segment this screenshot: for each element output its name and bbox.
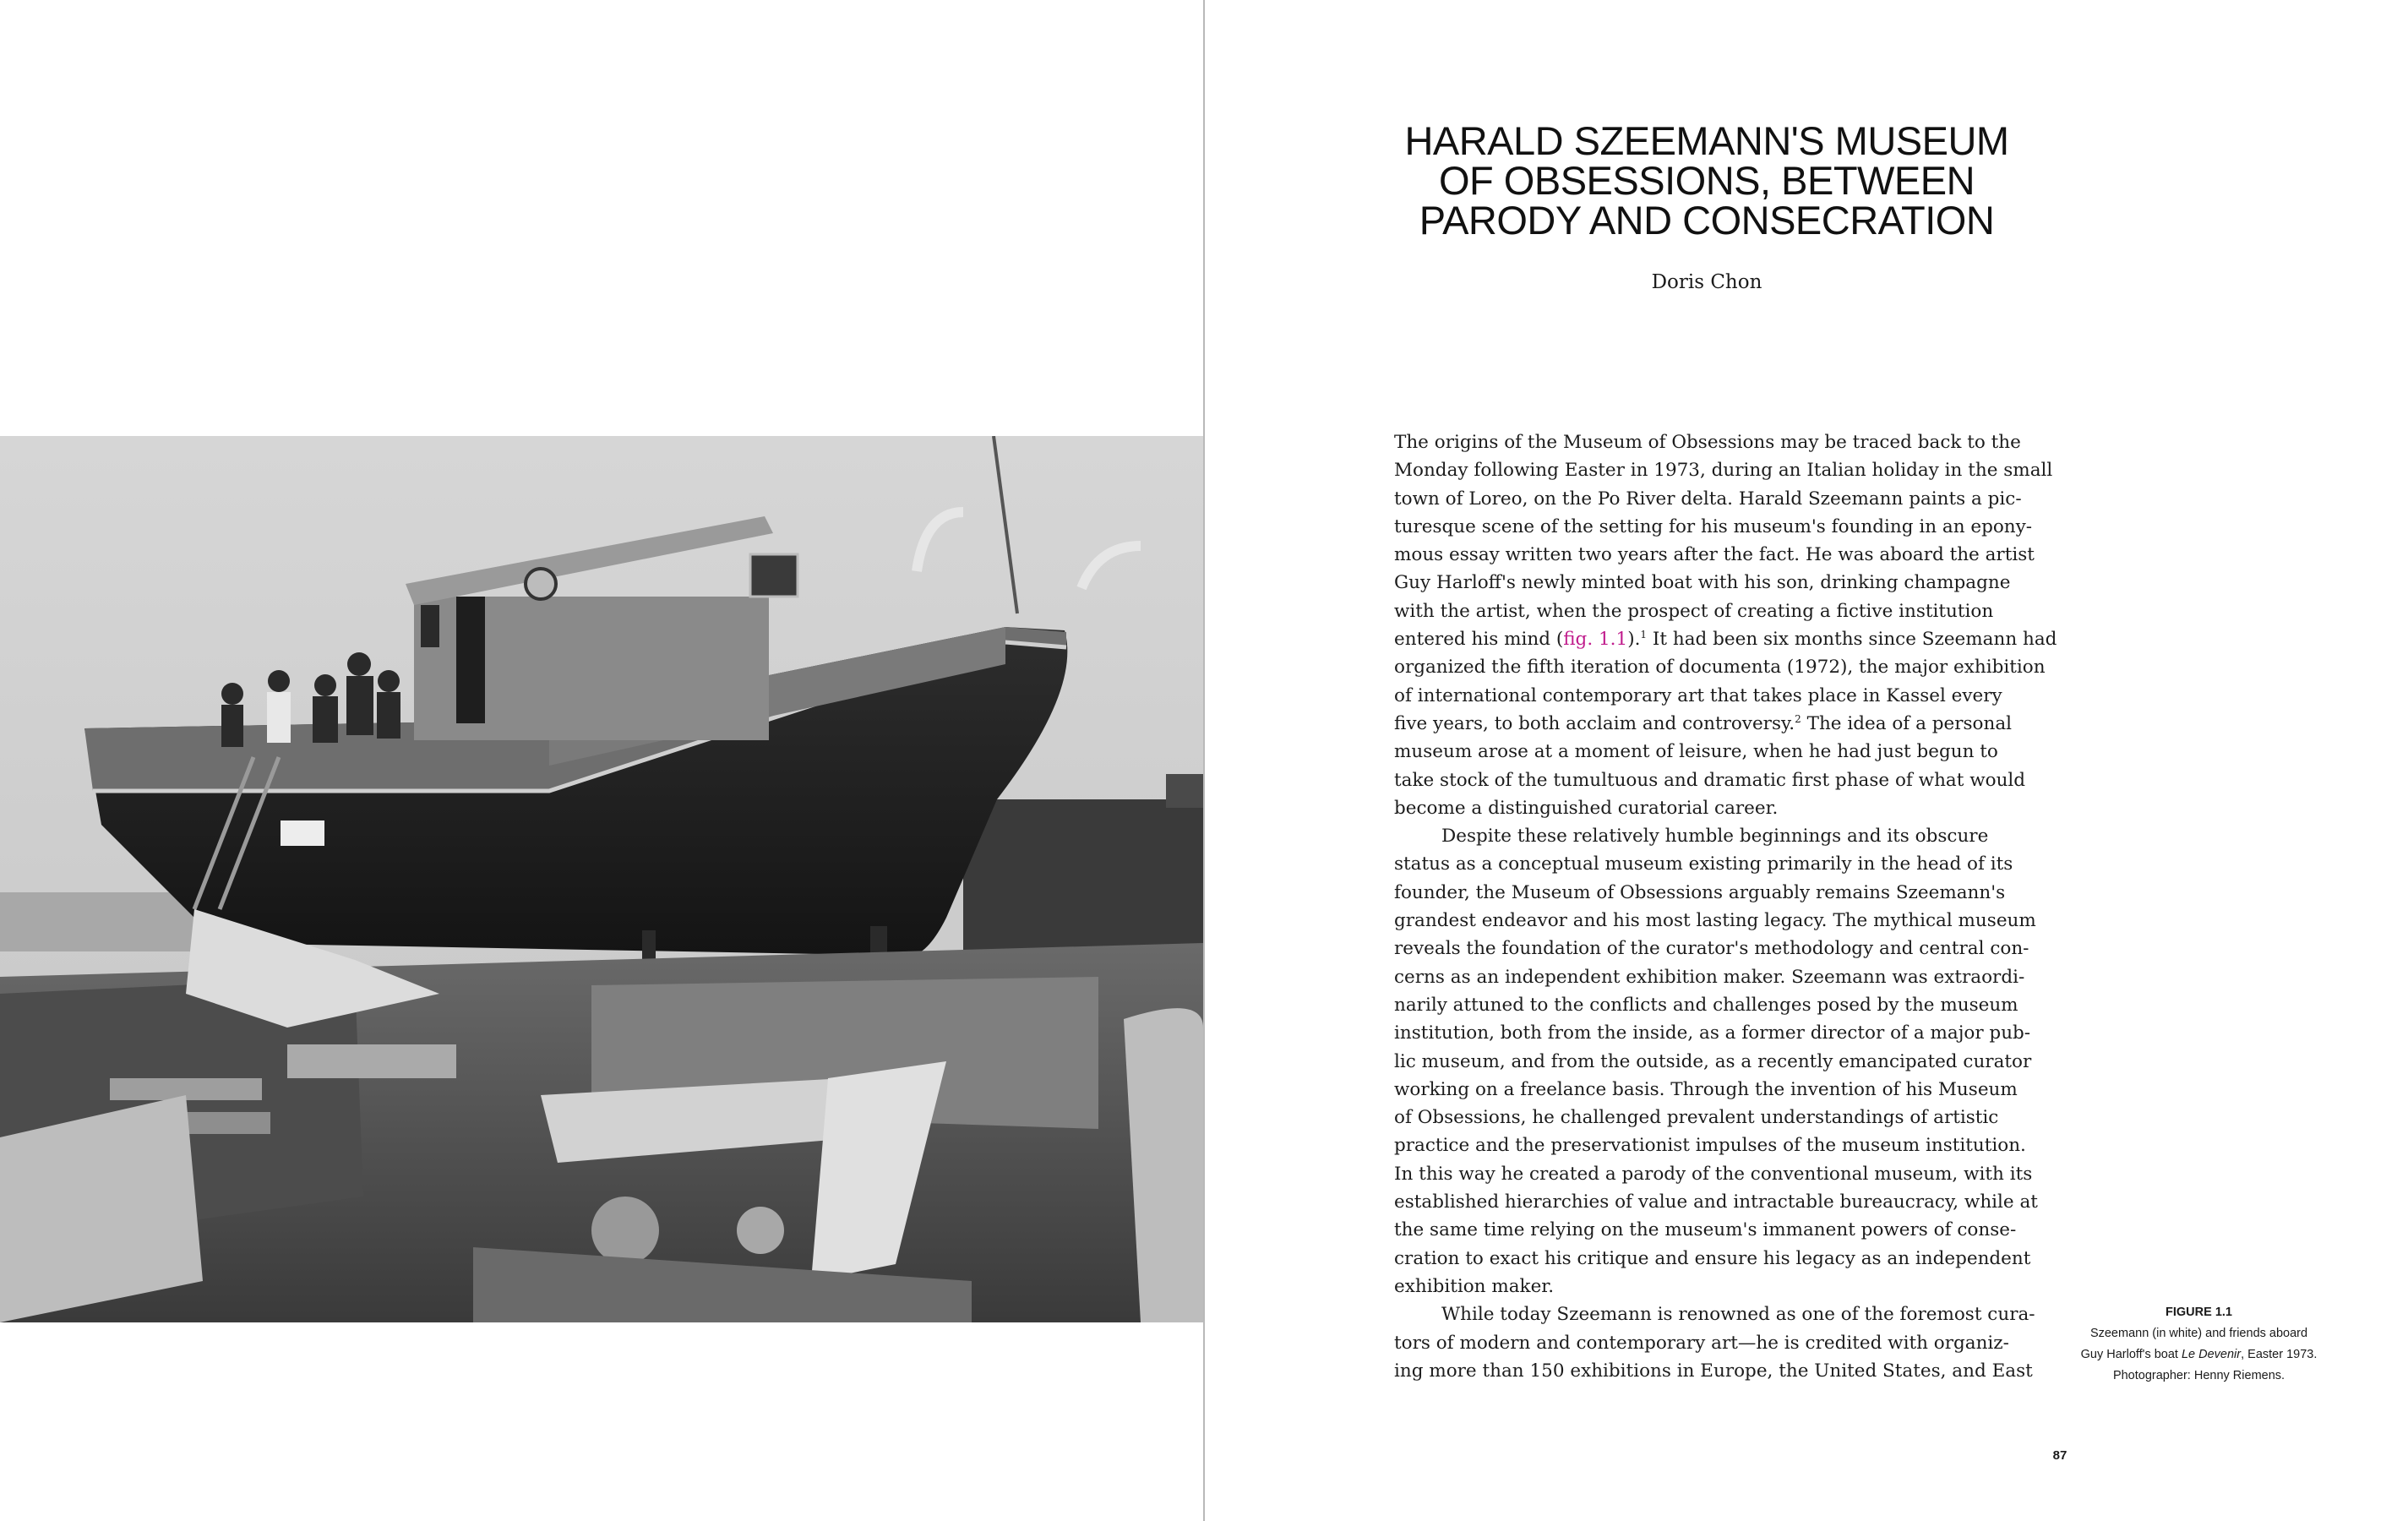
caption-boat-name: Le Devenir bbox=[2181, 1348, 2242, 1361]
body-line: In this way he created a parody of the conventional museum, with its bbox=[1394, 1163, 2033, 1185]
caption-line bbox=[2062, 1344, 2336, 1366]
body-line: While today Szeemann is renowned as one of the foremost cura- bbox=[1441, 1304, 2035, 1326]
body-line: working on a freelance basis. Through the invention of his Museum bbox=[1394, 1078, 2018, 1100]
figure-caption bbox=[2062, 1302, 2336, 1387]
body-text-run: It had been six months since Szeemann had bbox=[1647, 629, 2057, 651]
chapter-title bbox=[1352, 118, 2062, 243]
body-line: of international contemporary art that takes place in Kassel every bbox=[1394, 684, 2002, 706]
body-line: cration to exact his critique and ensure his legacy as an independent bbox=[1394, 1247, 2031, 1269]
figure-photograph bbox=[0, 436, 1203, 1322]
body-line: become a distinguished curatorial career. bbox=[1394, 797, 1779, 819]
body-line: of Obsessions, he challenged prevalent understandings of artistic bbox=[1394, 1107, 1999, 1129]
page-number: 87 bbox=[2052, 1448, 2068, 1463]
body-line: museum arose at a moment of leisure, when he had just begun to bbox=[1394, 741, 1998, 763]
body-line: Despite these relatively humble beginnings and its obscure bbox=[1441, 826, 1989, 848]
body-line: tors of modern and contemporary art—he is credited with organiz- bbox=[1394, 1332, 2009, 1354]
title-line: HARALD SZEEMANN'S MUSEUM bbox=[1404, 118, 2009, 163]
body-line: ing more than 150 exhibitions in Europe, the United States, and East bbox=[1394, 1360, 2033, 1382]
body-line: narily attuned to the conflicts and challenges posed by the museum bbox=[1394, 994, 2018, 1016]
body-line: established hierarchies of value and intractable bureaucracy, while at bbox=[1394, 1191, 2038, 1213]
body-text-run: five years, to both acclaim and controversy. bbox=[1394, 712, 1795, 734]
body-text-run: ). bbox=[1627, 629, 1641, 651]
page-gutter bbox=[1203, 0, 1205, 1521]
body-line: grandest endeavor and his most lasting legacy. The mythical museum bbox=[1394, 910, 2036, 932]
body-line: mous essay written two years after the fact. He was aboard the artist bbox=[1394, 544, 2035, 566]
left-page bbox=[0, 0, 1203, 1521]
caption-line: Szeemann (in white) and friends aboard bbox=[2089, 1327, 2308, 1340]
title-line: PARODY AND CONSECRATION bbox=[1419, 198, 1995, 243]
body-text-run: entered his mind ( bbox=[1394, 629, 1564, 651]
body-line: turesque scene of the setting for his museum's founding in an epony- bbox=[1394, 515, 2033, 537]
body-text-run: The idea of a personal bbox=[1801, 712, 2013, 734]
body-line: status as a conceptual museum existing primarily in the head of its bbox=[1394, 853, 2013, 875]
boat-photograph-illustration bbox=[0, 436, 1203, 1322]
body-line: lic museum, and from the outside, as a recently emancipated curator bbox=[1394, 1050, 2032, 1072]
body-line bbox=[1394, 710, 2019, 738]
footnote-marker[interactable]: 1 bbox=[1640, 629, 1648, 641]
author-name: Doris Chon bbox=[1651, 271, 1762, 293]
body-line: town of Loreo, on the Po River delta. Harald Szeemann paints a pic- bbox=[1394, 488, 2022, 510]
caption-text: , Easter 1973. bbox=[2241, 1348, 2318, 1361]
body-text bbox=[1394, 428, 2057, 1385]
body-line: The origins of the Museum of Obsessions may be traced back to the bbox=[1394, 432, 2021, 453]
body-line: the same time relying on the museum's immanent powers of conse- bbox=[1394, 1219, 2017, 1241]
figure-label: FIGURE 1.1 bbox=[2166, 1306, 2232, 1319]
figure-reference-link[interactable]: fig. 1.1 bbox=[1563, 629, 1628, 651]
caption-text: Guy Harloff's boat bbox=[2080, 1348, 2182, 1361]
footnote-marker[interactable]: 2 bbox=[1795, 712, 1801, 725]
body-line: with the artist, when the prospect of creating a fictive institution bbox=[1394, 600, 1994, 622]
body-line: exhibition maker. bbox=[1394, 1275, 1555, 1297]
body-line: institution, both from the inside, as a former director of a major pub- bbox=[1394, 1022, 2031, 1044]
body-line: founder, the Museum of Obsessions arguably remains Szeemann's bbox=[1394, 881, 2006, 903]
body-line: practice and the preservationist impulses of the museum institution. bbox=[1394, 1135, 2026, 1157]
body-line: Monday following Easter in 1973, during an Italian holiday in the small bbox=[1394, 460, 2053, 482]
body-line: cerns as an independent exhibition maker. Szeemann was extraordi- bbox=[1394, 966, 2025, 988]
body-line: take stock of the tumultuous and dramatic first phase of what would bbox=[1394, 769, 2026, 791]
title-line: OF OBSESSIONS, BETWEEN bbox=[1438, 158, 1975, 203]
body-line bbox=[1394, 625, 2057, 653]
body-line: reveals the foundation of the curator's methodology and central con- bbox=[1394, 938, 2029, 960]
body-line: organized the fifth iteration of documenta (1972), the major exhibition bbox=[1394, 657, 2046, 679]
body-line: Guy Harloff's newly minted boat with his son, drinking champagne bbox=[1394, 572, 2011, 594]
caption-line: Photographer: Henny Riemens. bbox=[2112, 1369, 2285, 1382]
